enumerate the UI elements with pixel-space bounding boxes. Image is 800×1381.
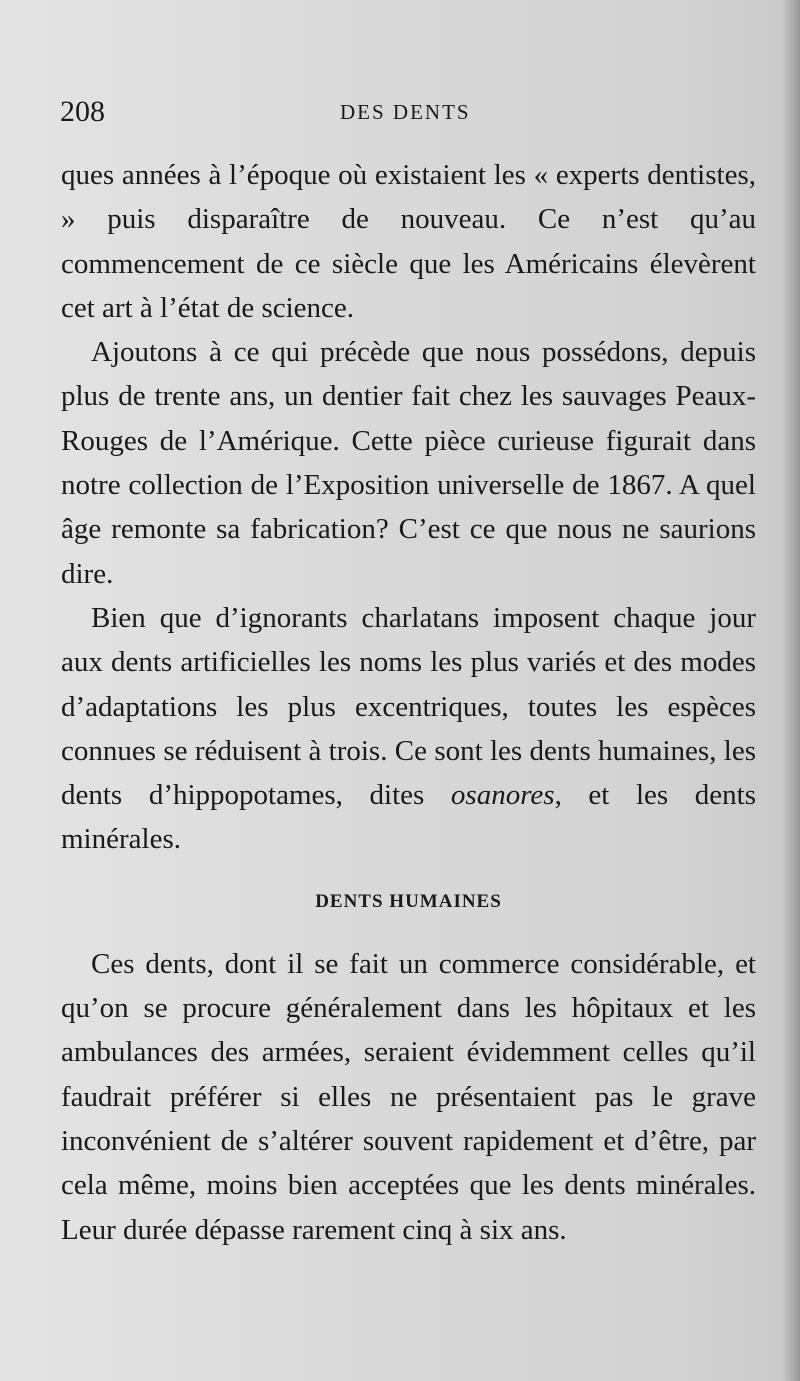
body-text bbox=[61, 153, 756, 1252]
section-heading: DENTS HUMAINES bbox=[315, 890, 502, 912]
paragraph-especes bbox=[61, 596, 756, 862]
running-head: DES DENTS bbox=[340, 100, 471, 124]
paragraph-dentier: Ajoutons à ce qui précède que nous possédons, depuis plus de trente ans, un dentier fait chez les sauvages Peaux-Rouges de l’Amérique. Cette pièce curieuse figurait dans notre collection de l’Exposition universelle de 1867. A quel âge remonte sa fabrication? C’est ce que nous ne saurions dire. bbox=[61, 336, 756, 590]
italic-term-osanores: osanores bbox=[450, 779, 555, 812]
paragraph-continuation: ques années à l’époque où existaient les « experts dentistes, » puis disparaître de nouveau. Ce n’est qu’au commencement de ce siècle que les Américains élevèrent cet art à l’état de science. bbox=[61, 159, 756, 324]
page-header bbox=[60, 92, 740, 132]
paragraph-especes-end: , et les dents minérales. bbox=[61, 779, 757, 856]
paragraph-dents-humaines: Ces dents, dont il se fait un commerce considérable, et qu’on se procure généralement dans les hôpitaux et les ambulances des armées, seraient évidemment celles qu’il faudrait préférer si elles ne présentaient pas le grave inconvénient de s’altérer souvent rapidement et d’être, par cela même, moins bien acceptées que les dents minérales. Leur durée dépasse rarement cinq à six ans. bbox=[61, 947, 756, 1246]
page-edge-shadow bbox=[782, 0, 800, 1381]
page-number: 208 bbox=[60, 95, 105, 128]
paragraph-especes-text: Bien que d’ignorants charlatans imposent chaque jour aux dents artificielles les noms les plus variés et des modes d’adaptations les plus excentriques, toutes les espèces connues se réduisent à trois. Ce sont les dents humaines, les dents d’hippopotames, dites bbox=[61, 601, 756, 812]
